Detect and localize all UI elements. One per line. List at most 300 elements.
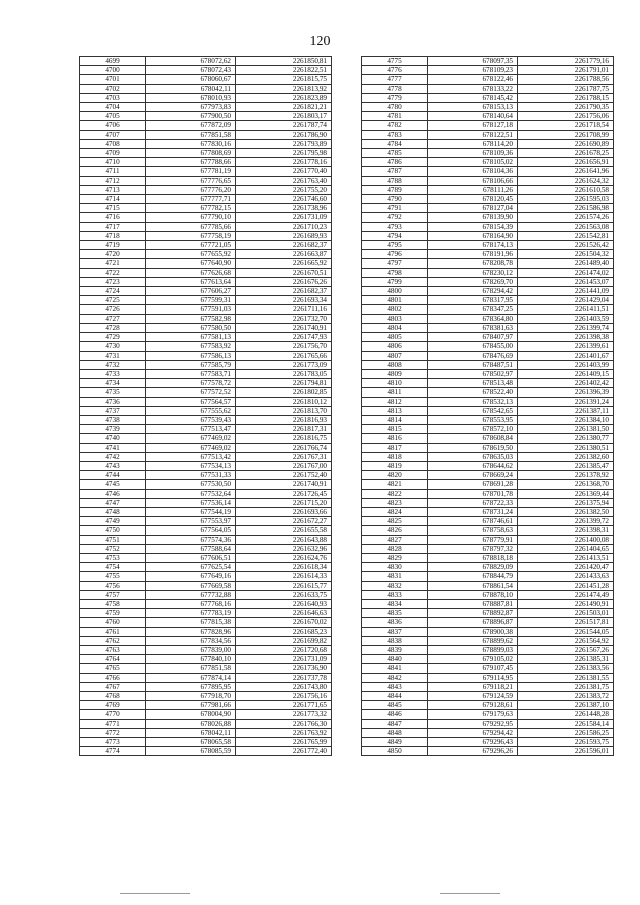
- y-coordinate-cell: 2261441,09: [518, 287, 614, 296]
- table-row: [362, 176, 614, 185]
- point-number-cell: 4700: [80, 66, 146, 75]
- x-coordinate-cell: 677553,97: [146, 517, 236, 526]
- x-coordinate-cell: 677585,79: [146, 360, 236, 369]
- x-coordinate-cell: 677830,16: [146, 139, 236, 148]
- table-row: [362, 673, 614, 682]
- y-coordinate-cell: 2261693,66: [236, 507, 332, 516]
- y-coordinate-cell: 2261563,08: [518, 222, 614, 231]
- point-number-cell: 4775: [362, 57, 428, 66]
- x-coordinate-cell: 677625,54: [146, 563, 236, 572]
- table-row: [362, 149, 614, 158]
- table-row: [80, 526, 332, 535]
- point-number-cell: 4802: [362, 305, 428, 314]
- y-coordinate-cell: 2261641,96: [518, 167, 614, 176]
- x-coordinate-cell: 677872,09: [146, 121, 236, 130]
- point-number-cell: 4712: [80, 176, 146, 185]
- x-coordinate-cell: 678502,97: [428, 369, 518, 378]
- point-number-cell: 4808: [362, 360, 428, 369]
- x-coordinate-cell: 677580,50: [146, 323, 236, 332]
- y-coordinate-cell: 2261678,25: [518, 149, 614, 158]
- point-number-cell: 4818: [362, 452, 428, 461]
- y-coordinate-cell: 2261755,20: [236, 185, 332, 194]
- footer-rule-left: [120, 893, 190, 894]
- table-row: [362, 296, 614, 305]
- table-row: [80, 204, 332, 213]
- table-row: [80, 489, 332, 498]
- x-coordinate-cell: 677581,13: [146, 333, 236, 342]
- y-coordinate-cell: 2261398,38: [518, 333, 614, 342]
- table-row: [362, 581, 614, 590]
- x-coordinate-cell: 677640,90: [146, 259, 236, 268]
- y-coordinate-cell: 2261433,63: [518, 572, 614, 581]
- point-number-cell: 4838: [362, 636, 428, 645]
- x-coordinate-cell: 678269,70: [428, 277, 518, 286]
- y-coordinate-cell: 2261448,28: [518, 710, 614, 719]
- point-number-cell: 4705: [80, 112, 146, 121]
- x-coordinate-cell: 677530,50: [146, 480, 236, 489]
- point-number-cell: 4804: [362, 323, 428, 332]
- y-coordinate-cell: 2261451,28: [518, 581, 614, 590]
- point-number-cell: 4751: [80, 535, 146, 544]
- point-number-cell: 4704: [80, 103, 146, 112]
- y-coordinate-cell: 2261564,92: [518, 636, 614, 645]
- table-row: [80, 185, 332, 194]
- table-row: [362, 535, 614, 544]
- x-coordinate-cell: 678026,88: [146, 719, 236, 728]
- x-coordinate-cell: 679114,95: [428, 673, 518, 682]
- y-coordinate-cell: 2261632,96: [236, 544, 332, 553]
- table-row: [362, 747, 614, 756]
- y-coordinate-cell: 2261670,02: [236, 618, 332, 627]
- y-coordinate-cell: 2261640,93: [236, 599, 332, 608]
- point-number-cell: 4841: [362, 664, 428, 673]
- point-number-cell: 4844: [362, 692, 428, 701]
- x-coordinate-cell: 678758,63: [428, 526, 518, 535]
- x-coordinate-cell: 678407,97: [428, 333, 518, 342]
- x-coordinate-cell: 677973,83: [146, 103, 236, 112]
- point-number-cell: 4845: [362, 701, 428, 710]
- table-row: [80, 517, 332, 526]
- point-number-cell: 4721: [80, 259, 146, 268]
- y-coordinate-cell: 2261737,78: [236, 673, 332, 682]
- point-number-cell: 4735: [80, 388, 146, 397]
- x-coordinate-cell: 678060,67: [146, 75, 236, 84]
- x-coordinate-cell: 678635,03: [428, 452, 518, 461]
- x-coordinate-cell: 679124,59: [428, 692, 518, 701]
- table-row: [80, 176, 332, 185]
- y-coordinate-cell: 2261387,11: [518, 406, 614, 415]
- table-row: [362, 57, 614, 66]
- point-number-cell: 4779: [362, 93, 428, 102]
- y-coordinate-cell: 2261699,82: [236, 636, 332, 645]
- point-number-cell: 4729: [80, 333, 146, 342]
- x-coordinate-cell: 678818,18: [428, 553, 518, 562]
- point-number-cell: 4822: [362, 489, 428, 498]
- y-coordinate-cell: 2261747,93: [236, 333, 332, 342]
- y-coordinate-cell: 2261383,56: [518, 664, 614, 673]
- table-row: [80, 287, 332, 296]
- y-coordinate-cell: 2261429,04: [518, 296, 614, 305]
- point-number-cell: 4832: [362, 581, 428, 590]
- y-coordinate-cell: 2261770,40: [236, 167, 332, 176]
- point-number-cell: 4834: [362, 599, 428, 608]
- x-coordinate-cell: 679296,26: [428, 747, 518, 756]
- y-coordinate-cell: 2261821,21: [236, 103, 332, 112]
- table-row: [80, 673, 332, 682]
- table-row: [80, 415, 332, 424]
- point-number-cell: 4837: [362, 627, 428, 636]
- table-row: [80, 471, 332, 480]
- table-row: [362, 461, 614, 470]
- x-coordinate-cell: 678317,95: [428, 296, 518, 305]
- y-coordinate-cell: 2261773,09: [236, 360, 332, 369]
- point-number-cell: 4781: [362, 112, 428, 121]
- y-coordinate-cell: 2261794,81: [236, 379, 332, 388]
- y-coordinate-cell: 2261380,51: [518, 443, 614, 452]
- x-coordinate-cell: 677583,71: [146, 369, 236, 378]
- x-coordinate-cell: 678120,45: [428, 195, 518, 204]
- table-row: [80, 305, 332, 314]
- point-number-cell: 4754: [80, 563, 146, 572]
- y-coordinate-cell: 2261381,50: [518, 425, 614, 434]
- x-coordinate-cell: 677555,62: [146, 406, 236, 415]
- x-coordinate-cell: 678139,90: [428, 213, 518, 222]
- x-coordinate-cell: 678701,78: [428, 489, 518, 498]
- y-coordinate-cell: 2261474,49: [518, 590, 614, 599]
- table-row: [80, 434, 332, 443]
- x-coordinate-cell: 678042,11: [146, 728, 236, 737]
- y-coordinate-cell: 2261738,96: [236, 204, 332, 213]
- x-coordinate-cell: 678532,13: [428, 397, 518, 406]
- x-coordinate-cell: 678104,36: [428, 167, 518, 176]
- y-coordinate-cell: 2261752,40: [236, 471, 332, 480]
- point-number-cell: 4828: [362, 544, 428, 553]
- table-row: [80, 130, 332, 139]
- y-coordinate-cell: 2261544,05: [518, 627, 614, 636]
- table-row: [362, 222, 614, 231]
- y-coordinate-cell: 2261413,51: [518, 553, 614, 562]
- table-row: [80, 149, 332, 158]
- x-coordinate-cell: 677655,92: [146, 250, 236, 259]
- table-row: [362, 636, 614, 645]
- table-row: [362, 517, 614, 526]
- y-coordinate-cell: 2261790,35: [518, 103, 614, 112]
- table-row: [80, 139, 332, 148]
- y-coordinate-cell: 2261663,87: [236, 250, 332, 259]
- point-number-cell: 4814: [362, 415, 428, 424]
- table-row: [362, 553, 614, 562]
- table-row: [362, 75, 614, 84]
- y-coordinate-cell: 2261633,75: [236, 590, 332, 599]
- table-row: [80, 590, 332, 599]
- x-coordinate-cell: 678122,51: [428, 130, 518, 139]
- x-coordinate-cell: 678097,35: [428, 57, 518, 66]
- footer-rule-right: [440, 893, 500, 894]
- x-coordinate-cell: 678542,65: [428, 406, 518, 415]
- y-coordinate-cell: 2261817,31: [236, 425, 332, 434]
- y-coordinate-cell: 2261816,75: [236, 434, 332, 443]
- x-coordinate-cell: 678133,22: [428, 84, 518, 93]
- x-coordinate-cell: 678347,25: [428, 305, 518, 314]
- y-coordinate-cell: 2261822,51: [236, 66, 332, 75]
- page-number: 120: [309, 34, 331, 49]
- x-coordinate-cell: 677834,56: [146, 636, 236, 645]
- x-coordinate-cell: 677544,19: [146, 507, 236, 516]
- table-row: [362, 195, 614, 204]
- point-number-cell: 4816: [362, 434, 428, 443]
- table-row: [362, 590, 614, 599]
- table-row: [362, 287, 614, 296]
- table-row: [80, 682, 332, 691]
- x-coordinate-cell: 678109,23: [428, 66, 518, 75]
- y-coordinate-cell: 2261793,89: [236, 139, 332, 148]
- point-number-cell: 4773: [80, 738, 146, 747]
- point-number-cell: 4769: [80, 701, 146, 710]
- point-number-cell: 4750: [80, 526, 146, 535]
- x-coordinate-cell: 678294,42: [428, 287, 518, 296]
- y-coordinate-cell: 2261567,26: [518, 646, 614, 655]
- x-coordinate-cell: 678691,28: [428, 480, 518, 489]
- y-coordinate-cell: 2261409,15: [518, 369, 614, 378]
- y-coordinate-cell: 2261369,44: [518, 489, 614, 498]
- x-coordinate-cell: 677582,98: [146, 314, 236, 323]
- y-coordinate-cell: 2261756,16: [236, 692, 332, 701]
- x-coordinate-cell: 678381,63: [428, 323, 518, 332]
- y-coordinate-cell: 2261815,75: [236, 75, 332, 84]
- y-coordinate-cell: 2261711,16: [236, 305, 332, 314]
- y-coordinate-cell: 2261403,59: [518, 314, 614, 323]
- point-number-cell: 4762: [80, 636, 146, 645]
- point-number-cell: 4817: [362, 443, 428, 452]
- x-coordinate-cell: 677790,10: [146, 213, 236, 222]
- point-number-cell: 4785: [362, 149, 428, 158]
- y-coordinate-cell: 2261787,75: [518, 84, 614, 93]
- table-row: [80, 563, 332, 572]
- table-row: [362, 103, 614, 112]
- table-row: [362, 572, 614, 581]
- point-number-cell: 4710: [80, 158, 146, 167]
- table-row: [362, 204, 614, 213]
- x-coordinate-cell: 678644,62: [428, 461, 518, 470]
- x-coordinate-cell: 677840,10: [146, 655, 236, 664]
- point-number-cell: 4711: [80, 167, 146, 176]
- table-row: [80, 66, 332, 75]
- y-coordinate-cell: 2261614,33: [236, 572, 332, 581]
- point-number-cell: 4728: [80, 323, 146, 332]
- point-number-cell: 4780: [362, 103, 428, 112]
- y-coordinate-cell: 2261368,70: [518, 480, 614, 489]
- x-coordinate-cell: 677758,19: [146, 231, 236, 240]
- x-coordinate-cell: 677781,19: [146, 167, 236, 176]
- x-coordinate-cell: 678010,93: [146, 93, 236, 102]
- y-coordinate-cell: 2261396,39: [518, 388, 614, 397]
- x-coordinate-cell: 678731,24: [428, 507, 518, 516]
- y-coordinate-cell: 2261765,99: [236, 738, 332, 747]
- y-coordinate-cell: 2261670,51: [236, 268, 332, 277]
- x-coordinate-cell: 678887,81: [428, 599, 518, 608]
- y-coordinate-cell: 2261380,77: [518, 434, 614, 443]
- x-coordinate-cell: 677776,20: [146, 185, 236, 194]
- point-number-cell: 4772: [80, 728, 146, 737]
- y-coordinate-cell: 2261689,93: [236, 231, 332, 240]
- y-coordinate-cell: 2261767,00: [236, 461, 332, 470]
- point-number-cell: 4792: [362, 213, 428, 222]
- y-coordinate-cell: 2261672,27: [236, 517, 332, 526]
- point-number-cell: 4764: [80, 655, 146, 664]
- point-number-cell: 4820: [362, 471, 428, 480]
- x-coordinate-cell: 677777,71: [146, 195, 236, 204]
- point-number-cell: 4736: [80, 397, 146, 406]
- y-coordinate-cell: 2261643,88: [236, 535, 332, 544]
- y-coordinate-cell: 2261542,81: [518, 231, 614, 240]
- point-number-cell: 4796: [362, 250, 428, 259]
- table-row: [80, 250, 332, 259]
- table-row: [362, 323, 614, 332]
- y-coordinate-cell: 2261802,85: [236, 388, 332, 397]
- x-coordinate-cell: 677918,70: [146, 692, 236, 701]
- point-number-cell: 4787: [362, 167, 428, 176]
- x-coordinate-cell: 679294,42: [428, 728, 518, 737]
- point-number-cell: 4716: [80, 213, 146, 222]
- table-row: [362, 167, 614, 176]
- x-coordinate-cell: 678513,48: [428, 379, 518, 388]
- table-row: [80, 480, 332, 489]
- point-number-cell: 4740: [80, 434, 146, 443]
- point-number-cell: 4727: [80, 314, 146, 323]
- y-coordinate-cell: 2261385,31: [518, 655, 614, 664]
- table-row: [362, 738, 614, 747]
- table-row: [362, 158, 614, 167]
- y-coordinate-cell: 2261710,23: [236, 222, 332, 231]
- point-number-cell: 4742: [80, 452, 146, 461]
- y-coordinate-cell: 2261778,16: [236, 158, 332, 167]
- x-coordinate-cell: 677588,64: [146, 544, 236, 553]
- y-coordinate-cell: 2261810,12: [236, 397, 332, 406]
- table-row: [362, 130, 614, 139]
- point-number-cell: 4811: [362, 388, 428, 397]
- x-coordinate-cell: 678829,09: [428, 563, 518, 572]
- point-number-cell: 4734: [80, 379, 146, 388]
- y-coordinate-cell: 2261850,81: [236, 57, 332, 66]
- x-coordinate-cell: 677900,50: [146, 112, 236, 121]
- x-coordinate-cell: 678174,13: [428, 241, 518, 250]
- point-number-cell: 4800: [362, 287, 428, 296]
- x-coordinate-cell: 677783,19: [146, 609, 236, 618]
- x-coordinate-cell: 678553,95: [428, 415, 518, 424]
- table-row: [362, 342, 614, 351]
- point-number-cell: 4726: [80, 305, 146, 314]
- y-coordinate-cell: 2261740,91: [236, 480, 332, 489]
- y-coordinate-cell: 2261489,40: [518, 259, 614, 268]
- table-row: [362, 563, 614, 572]
- y-coordinate-cell: 2261766,74: [236, 443, 332, 452]
- y-coordinate-cell: 2261420,47: [518, 563, 614, 572]
- point-number-cell: 4813: [362, 406, 428, 415]
- point-number-cell: 4706: [80, 121, 146, 130]
- table-row: [80, 710, 332, 719]
- x-coordinate-cell: 677613,64: [146, 277, 236, 286]
- y-coordinate-cell: 2261574,26: [518, 213, 614, 222]
- point-number-cell: 4794: [362, 231, 428, 240]
- y-coordinate-cell: 2261382,60: [518, 452, 614, 461]
- point-number-cell: 4848: [362, 728, 428, 737]
- point-number-cell: 4850: [362, 747, 428, 756]
- x-coordinate-cell: 677534,13: [146, 461, 236, 470]
- x-coordinate-cell: 677586,13: [146, 351, 236, 360]
- point-number-cell: 4815: [362, 425, 428, 434]
- table-row: [362, 609, 614, 618]
- table-row: [80, 112, 332, 121]
- table-row: [362, 415, 614, 424]
- y-coordinate-cell: 2261381,75: [518, 682, 614, 691]
- point-number-cell: 4758: [80, 599, 146, 608]
- point-number-cell: 4753: [80, 553, 146, 562]
- point-number-cell: 4842: [362, 673, 428, 682]
- y-coordinate-cell: 2261756,70: [236, 342, 332, 351]
- point-number-cell: 4723: [80, 277, 146, 286]
- y-coordinate-cell: 2261615,77: [236, 581, 332, 590]
- x-coordinate-cell: 678072,43: [146, 66, 236, 75]
- y-coordinate-cell: 2261595,03: [518, 195, 614, 204]
- table-row: [80, 599, 332, 608]
- point-number-cell: 4827: [362, 535, 428, 544]
- y-coordinate-cell: 2261586,25: [518, 728, 614, 737]
- point-number-cell: 4720: [80, 250, 146, 259]
- point-number-cell: 4738: [80, 415, 146, 424]
- x-coordinate-cell: 678619,50: [428, 443, 518, 452]
- x-coordinate-cell: 677606,27: [146, 287, 236, 296]
- y-coordinate-cell: 2261391,24: [518, 397, 614, 406]
- x-coordinate-cell: 679128,61: [428, 701, 518, 710]
- point-number-cell: 4732: [80, 360, 146, 369]
- x-coordinate-cell: 678861,54: [428, 581, 518, 590]
- point-number-cell: 4805: [362, 333, 428, 342]
- point-number-cell: 4843: [362, 682, 428, 691]
- point-number-cell: 4846: [362, 710, 428, 719]
- y-coordinate-cell: 2261787,74: [236, 121, 332, 130]
- x-coordinate-cell: 677578,72: [146, 379, 236, 388]
- table-row: [80, 369, 332, 378]
- y-coordinate-cell: 2261771,65: [236, 701, 332, 710]
- x-coordinate-cell: 678065,58: [146, 738, 236, 747]
- table-row: [80, 259, 332, 268]
- x-coordinate-cell: 677626,68: [146, 268, 236, 277]
- y-coordinate-cell: 2261402,42: [518, 379, 614, 388]
- x-coordinate-cell: 677513,47: [146, 425, 236, 434]
- x-coordinate-cell: 678899,03: [428, 646, 518, 655]
- table-row: [362, 333, 614, 342]
- x-coordinate-cell: 677895,95: [146, 682, 236, 691]
- point-number-cell: 4799: [362, 277, 428, 286]
- x-coordinate-cell: 678669,24: [428, 471, 518, 480]
- y-coordinate-cell: 2261676,26: [236, 277, 332, 286]
- x-coordinate-cell: 677981,66: [146, 701, 236, 710]
- x-coordinate-cell: 679107,45: [428, 664, 518, 673]
- table-row: [80, 379, 332, 388]
- table-row: [80, 195, 332, 204]
- y-coordinate-cell: 2261816,93: [236, 415, 332, 424]
- x-coordinate-cell: 677839,00: [146, 646, 236, 655]
- point-number-cell: 4763: [80, 646, 146, 655]
- table-row: [362, 682, 614, 691]
- table-row: [80, 121, 332, 130]
- y-coordinate-cell: 2261693,34: [236, 296, 332, 305]
- point-number-cell: 4770: [80, 710, 146, 719]
- point-number-cell: 4782: [362, 121, 428, 130]
- table-row: [362, 710, 614, 719]
- x-coordinate-cell: 678476,69: [428, 351, 518, 360]
- x-coordinate-cell: 678042,11: [146, 84, 236, 93]
